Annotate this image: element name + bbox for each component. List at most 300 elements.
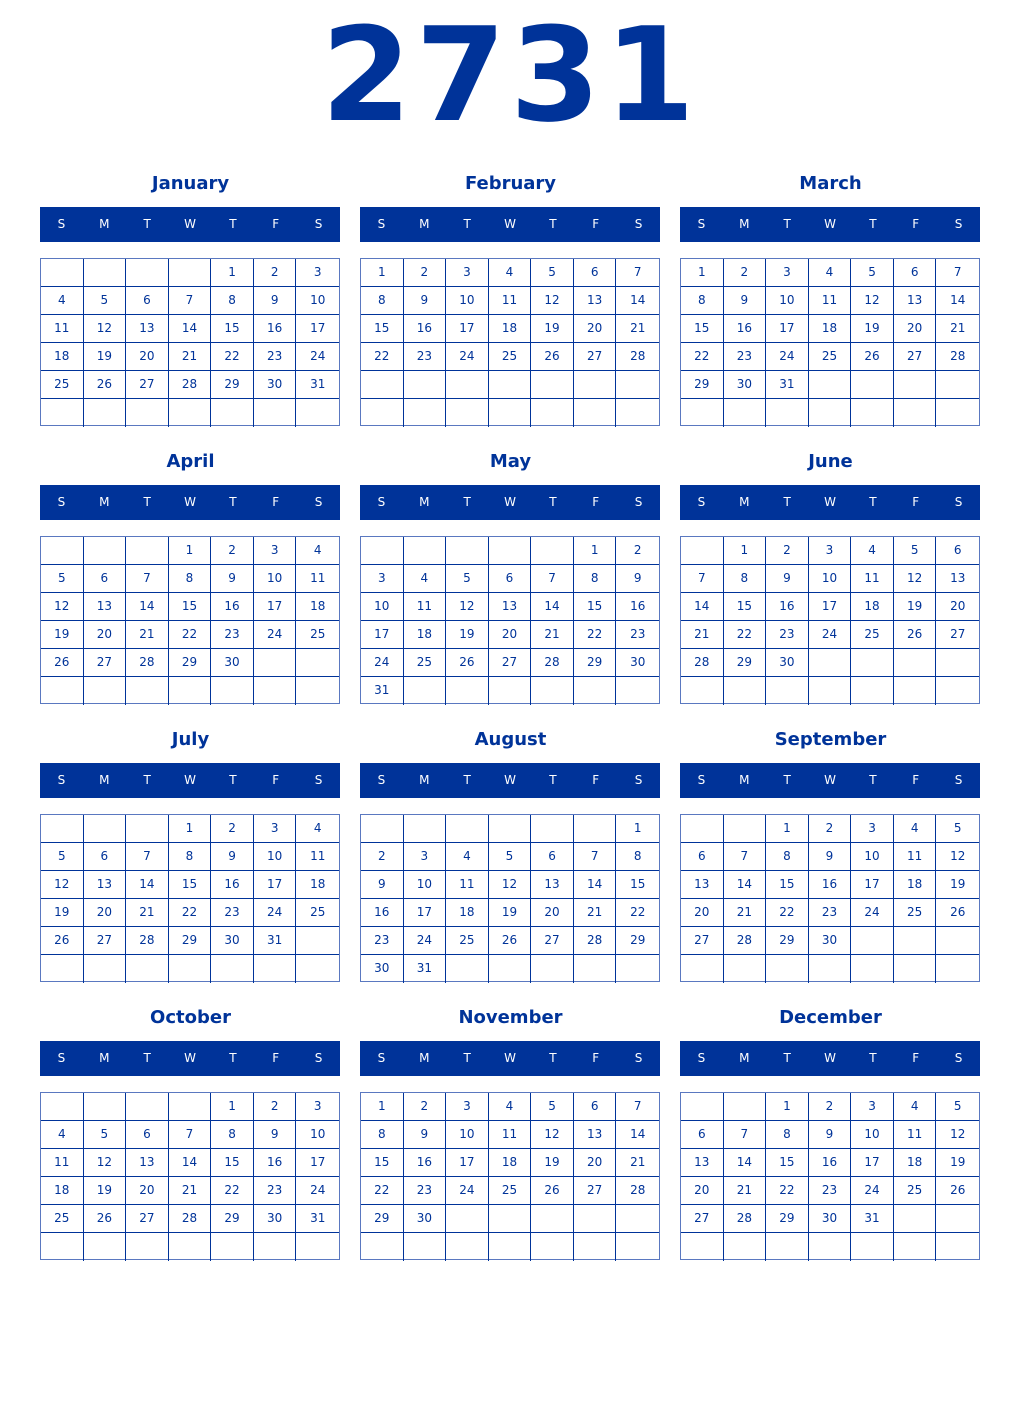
day-cell: 16 (404, 1149, 447, 1177)
day-cell: 30 (766, 649, 809, 677)
empty-cell (169, 1233, 212, 1261)
day-grid (360, 814, 660, 982)
day-cell: 20 (126, 343, 169, 371)
day-cell: 5 (41, 565, 84, 593)
day-cell: 4 (41, 287, 84, 315)
weekday-header (40, 485, 340, 520)
day-cell: 22 (616, 899, 659, 927)
month-title: September (774, 729, 887, 750)
weekday-label: T (783, 1051, 791, 1065)
day-grid (40, 258, 340, 426)
day-cell: 8 (766, 1121, 809, 1149)
weekday-label: M (419, 495, 430, 509)
day-cell: 24 (809, 621, 852, 649)
weekday-label: S (314, 217, 323, 231)
day-cell: 30 (254, 371, 297, 399)
day-cell: 25 (489, 343, 532, 371)
empty-cell (936, 955, 979, 983)
empty-cell (531, 399, 574, 427)
month-october (40, 1007, 341, 1288)
weekday-label: F (592, 495, 600, 509)
day-cell: 27 (936, 621, 979, 649)
day-cell: 8 (574, 565, 617, 593)
day-cell: 24 (361, 649, 404, 677)
day-cell: 6 (126, 1121, 169, 1149)
empty-cell (724, 1093, 767, 1121)
day-cell: 25 (296, 899, 339, 927)
day-cell: 13 (681, 871, 724, 899)
weekday-label: T (229, 495, 237, 509)
day-cell: 17 (446, 315, 489, 343)
empty-cell (296, 927, 339, 955)
weekday-label: S (314, 1051, 323, 1065)
empty-cell (296, 677, 339, 705)
day-cell: 31 (296, 1205, 339, 1233)
day-cell: 11 (809, 287, 852, 315)
empty-cell (851, 371, 894, 399)
day-cell: 3 (404, 843, 447, 871)
day-cell: 22 (574, 621, 617, 649)
empty-cell (724, 815, 767, 843)
empty-cell (724, 955, 767, 983)
month-february (360, 173, 661, 454)
weekday-label: F (272, 495, 280, 509)
empty-cell (616, 1205, 659, 1233)
day-cell: 14 (681, 593, 724, 621)
day-cell: 1 (211, 1093, 254, 1121)
weekday-label: T (463, 1051, 471, 1065)
day-cell: 4 (489, 259, 532, 287)
empty-cell (404, 1233, 447, 1261)
weekday-label: W (184, 773, 196, 787)
day-cell: 22 (211, 1177, 254, 1205)
day-cell: 5 (531, 1093, 574, 1121)
weekday-label: M (99, 217, 110, 231)
weekday-label: M (739, 773, 750, 787)
weekday-label: M (739, 217, 750, 231)
weekday-header (360, 207, 660, 242)
day-cell: 15 (766, 1149, 809, 1177)
weekday-label: T (549, 495, 557, 509)
weekday-label: S (697, 1051, 706, 1065)
day-cell: 3 (254, 537, 297, 565)
day-cell: 19 (489, 899, 532, 927)
day-cell: 16 (361, 899, 404, 927)
empty-cell (851, 927, 894, 955)
month-title: October (150, 1007, 231, 1028)
day-cell: 9 (766, 565, 809, 593)
empty-cell (296, 955, 339, 983)
weekday-label: T (143, 1051, 151, 1065)
day-cell: 19 (41, 899, 84, 927)
empty-cell (489, 371, 532, 399)
weekday-label: F (912, 495, 920, 509)
day-cell: 2 (254, 259, 297, 287)
day-cell: 14 (724, 871, 767, 899)
day-cell: 29 (169, 927, 212, 955)
day-cell: 23 (404, 1177, 447, 1205)
empty-cell (169, 399, 212, 427)
day-cell: 7 (681, 565, 724, 593)
empty-cell (254, 955, 297, 983)
day-cell: 9 (361, 871, 404, 899)
day-cell: 25 (41, 1205, 84, 1233)
day-cell: 6 (681, 843, 724, 871)
day-cell: 24 (766, 343, 809, 371)
empty-cell (489, 399, 532, 427)
day-cell: 21 (169, 343, 212, 371)
day-cell: 29 (616, 927, 659, 955)
empty-cell (41, 399, 84, 427)
day-cell: 19 (84, 1177, 127, 1205)
month-title: April (166, 451, 215, 472)
day-cell: 25 (851, 621, 894, 649)
month-title: May (489, 451, 532, 472)
empty-cell (211, 955, 254, 983)
day-cell: 20 (681, 899, 724, 927)
day-cell: 12 (531, 287, 574, 315)
weekday-label: S (634, 773, 643, 787)
weekday-label: W (504, 217, 516, 231)
day-cell: 2 (254, 1093, 297, 1121)
day-cell: 9 (809, 1121, 852, 1149)
empty-cell (894, 677, 937, 705)
day-cell: 7 (616, 1093, 659, 1121)
day-cell: 22 (681, 343, 724, 371)
day-cell: 23 (211, 621, 254, 649)
day-cell: 23 (254, 1177, 297, 1205)
day-cell: 17 (851, 871, 894, 899)
empty-cell (446, 537, 489, 565)
month-july (40, 729, 341, 1010)
day-cell: 27 (489, 649, 532, 677)
empty-cell (254, 1233, 297, 1261)
empty-cell (724, 677, 767, 705)
weekday-label: T (463, 495, 471, 509)
empty-cell (766, 677, 809, 705)
empty-cell (489, 815, 532, 843)
day-cell: 31 (851, 1205, 894, 1233)
day-cell: 8 (169, 843, 212, 871)
weekday-label: W (504, 1051, 516, 1065)
empty-cell (404, 815, 447, 843)
day-cell: 26 (446, 649, 489, 677)
empty-cell (446, 955, 489, 983)
day-cell: 11 (41, 1149, 84, 1177)
day-cell: 13 (84, 871, 127, 899)
empty-cell (489, 677, 532, 705)
day-cell: 15 (169, 871, 212, 899)
day-cell: 30 (211, 927, 254, 955)
weekday-label: S (954, 1051, 963, 1065)
day-cell: 20 (126, 1177, 169, 1205)
day-cell: 28 (616, 343, 659, 371)
day-cell: 20 (574, 1149, 617, 1177)
weekday-header (360, 1041, 660, 1076)
day-cell: 23 (809, 899, 852, 927)
empty-cell (851, 955, 894, 983)
day-cell: 29 (766, 927, 809, 955)
day-cell: 20 (531, 899, 574, 927)
weekday-label: W (824, 495, 836, 509)
weekday-header (680, 485, 980, 520)
empty-cell (616, 955, 659, 983)
day-cell: 16 (254, 315, 297, 343)
day-cell: 28 (126, 927, 169, 955)
empty-cell (531, 537, 574, 565)
weekday-label: F (912, 217, 920, 231)
empty-cell (681, 815, 724, 843)
empty-cell (446, 1233, 489, 1261)
day-cell: 17 (851, 1149, 894, 1177)
day-cell: 27 (84, 649, 127, 677)
day-cell: 28 (936, 343, 979, 371)
weekday-label: F (912, 773, 920, 787)
empty-cell (681, 1233, 724, 1261)
day-cell: 3 (254, 815, 297, 843)
empty-cell (574, 1233, 617, 1261)
empty-cell (211, 677, 254, 705)
weekday-header (40, 1041, 340, 1076)
day-cell: 4 (296, 815, 339, 843)
month-april (40, 451, 341, 732)
day-cell: 12 (894, 565, 937, 593)
empty-cell (254, 677, 297, 705)
empty-cell (616, 399, 659, 427)
empty-cell (446, 371, 489, 399)
day-cell: 26 (41, 927, 84, 955)
day-cell: 30 (211, 649, 254, 677)
day-cell: 7 (574, 843, 617, 871)
empty-cell (489, 955, 532, 983)
day-cell: 9 (254, 287, 297, 315)
day-cell: 7 (169, 1121, 212, 1149)
weekday-label: T (143, 495, 151, 509)
day-cell: 18 (446, 899, 489, 927)
weekday-label: S (954, 217, 963, 231)
day-cell: 30 (809, 1205, 852, 1233)
day-cell: 25 (894, 1177, 937, 1205)
day-cell: 4 (894, 815, 937, 843)
empty-cell (851, 1233, 894, 1261)
empty-cell (809, 371, 852, 399)
weekday-label: T (549, 773, 557, 787)
empty-cell (169, 677, 212, 705)
weekday-label: T (783, 217, 791, 231)
weekday-label: T (143, 217, 151, 231)
day-cell: 31 (296, 371, 339, 399)
day-cell: 13 (489, 593, 532, 621)
day-cell: 12 (41, 871, 84, 899)
day-cell: 13 (126, 315, 169, 343)
day-cell: 17 (766, 315, 809, 343)
day-cell: 2 (211, 537, 254, 565)
day-cell: 22 (169, 621, 212, 649)
empty-cell (446, 815, 489, 843)
day-cell: 6 (681, 1121, 724, 1149)
weekday-label: S (634, 1051, 643, 1065)
day-cell: 9 (211, 565, 254, 593)
empty-cell (361, 1233, 404, 1261)
day-cell: 2 (211, 815, 254, 843)
day-cell: 18 (489, 1149, 532, 1177)
day-cell: 21 (724, 1177, 767, 1205)
empty-cell (766, 955, 809, 983)
day-cell: 11 (851, 565, 894, 593)
day-cell: 15 (724, 593, 767, 621)
day-cell: 14 (126, 871, 169, 899)
weekday-label: F (272, 1051, 280, 1065)
day-cell: 8 (361, 287, 404, 315)
empty-cell (894, 1233, 937, 1261)
day-grid (680, 814, 980, 982)
day-cell: 26 (531, 1177, 574, 1205)
day-cell: 2 (809, 815, 852, 843)
day-cell: 29 (766, 1205, 809, 1233)
month-title: November (458, 1007, 563, 1028)
day-cell: 12 (446, 593, 489, 621)
day-cell: 4 (296, 537, 339, 565)
day-grid (40, 814, 340, 982)
day-cell: 26 (851, 343, 894, 371)
day-cell: 24 (446, 343, 489, 371)
day-cell: 17 (296, 315, 339, 343)
day-cell: 20 (936, 593, 979, 621)
day-cell: 18 (489, 315, 532, 343)
weekday-label: S (697, 217, 706, 231)
day-cell: 4 (404, 565, 447, 593)
empty-cell (851, 677, 894, 705)
empty-cell (574, 371, 617, 399)
day-cell: 24 (851, 1177, 894, 1205)
year-title: 2731 (321, 0, 699, 151)
empty-cell (574, 677, 617, 705)
day-grid (360, 1092, 660, 1260)
day-cell: 7 (531, 565, 574, 593)
day-cell: 6 (84, 843, 127, 871)
day-cell: 10 (254, 843, 297, 871)
day-cell: 1 (616, 815, 659, 843)
empty-cell (894, 955, 937, 983)
empty-cell (574, 815, 617, 843)
day-cell: 1 (766, 1093, 809, 1121)
empty-cell (851, 649, 894, 677)
empty-cell (936, 927, 979, 955)
day-cell: 24 (254, 621, 297, 649)
empty-cell (361, 537, 404, 565)
day-cell: 6 (894, 259, 937, 287)
empty-cell (126, 1233, 169, 1261)
day-cell: 16 (766, 593, 809, 621)
day-cell: 8 (766, 843, 809, 871)
day-cell: 16 (724, 315, 767, 343)
day-cell: 7 (936, 259, 979, 287)
day-cell: 7 (126, 843, 169, 871)
day-cell: 2 (404, 259, 447, 287)
day-cell: 29 (361, 1205, 404, 1233)
day-cell: 30 (724, 371, 767, 399)
day-grid (680, 536, 980, 704)
month-title: February (464, 173, 557, 194)
day-cell: 6 (126, 287, 169, 315)
day-cell: 22 (211, 343, 254, 371)
day-cell: 13 (126, 1149, 169, 1177)
day-cell: 17 (254, 871, 297, 899)
weekday-label: T (549, 1051, 557, 1065)
day-cell: 3 (851, 1093, 894, 1121)
empty-cell (936, 677, 979, 705)
day-cell: 11 (489, 1121, 532, 1149)
empty-cell (84, 1093, 127, 1121)
day-grid (360, 536, 660, 704)
weekday-label: M (419, 773, 430, 787)
day-cell: 12 (936, 1121, 979, 1149)
day-cell: 19 (84, 343, 127, 371)
day-cell: 29 (724, 649, 767, 677)
empty-cell (41, 815, 84, 843)
day-cell: 13 (894, 287, 937, 315)
weekday-label: W (184, 495, 196, 509)
day-cell: 27 (681, 927, 724, 955)
day-cell: 16 (809, 871, 852, 899)
day-cell: 24 (254, 899, 297, 927)
empty-cell (254, 399, 297, 427)
day-cell: 28 (169, 1205, 212, 1233)
weekday-label: W (824, 773, 836, 787)
empty-cell (809, 399, 852, 427)
empty-cell (41, 1233, 84, 1261)
day-cell: 27 (894, 343, 937, 371)
day-cell: 12 (936, 843, 979, 871)
month-september (680, 729, 981, 1010)
empty-cell (404, 371, 447, 399)
day-cell: 14 (126, 593, 169, 621)
day-cell: 23 (361, 927, 404, 955)
day-cell: 25 (296, 621, 339, 649)
day-cell: 4 (894, 1093, 937, 1121)
weekday-label: S (57, 217, 66, 231)
empty-cell (809, 1233, 852, 1261)
day-cell: 8 (681, 287, 724, 315)
empty-cell (41, 537, 84, 565)
day-cell: 17 (446, 1149, 489, 1177)
day-cell: 9 (809, 843, 852, 871)
empty-cell (936, 399, 979, 427)
empty-cell (766, 1233, 809, 1261)
month-title: January (151, 173, 230, 194)
day-cell: 19 (851, 315, 894, 343)
day-cell: 25 (894, 899, 937, 927)
day-cell: 5 (446, 565, 489, 593)
day-cell: 20 (84, 621, 127, 649)
empty-cell (531, 1233, 574, 1261)
empty-cell (894, 927, 937, 955)
empty-cell (84, 259, 127, 287)
day-cell: 18 (41, 1177, 84, 1205)
empty-cell (41, 259, 84, 287)
empty-cell (531, 815, 574, 843)
day-cell: 6 (574, 259, 617, 287)
day-cell: 19 (936, 871, 979, 899)
weekday-label: S (57, 495, 66, 509)
day-cell: 3 (809, 537, 852, 565)
day-cell: 29 (211, 371, 254, 399)
day-cell: 9 (404, 287, 447, 315)
month-march (680, 173, 981, 454)
day-cell: 16 (211, 871, 254, 899)
day-cell: 18 (851, 593, 894, 621)
day-cell: 4 (489, 1093, 532, 1121)
